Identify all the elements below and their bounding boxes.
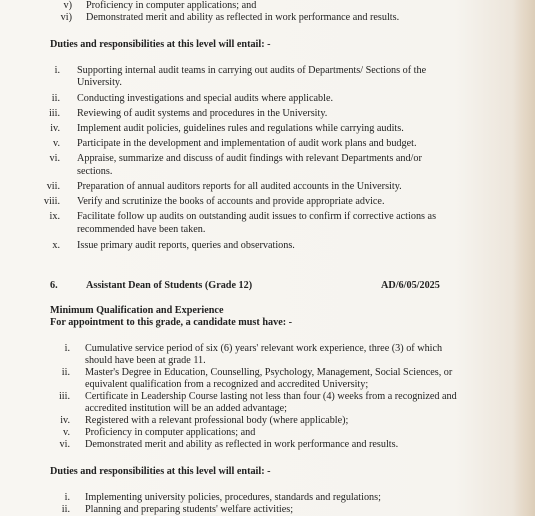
page-edge-shadow bbox=[513, 0, 535, 516]
list-item: Issue primary audit reports, queries and observations. bbox=[77, 240, 295, 251]
appointment-heading: For appointment to this grade, a candidate must have: - bbox=[50, 317, 293, 328]
list-item: Supporting internal audit teams in carrying out audits of Departments/ Sections of the bbox=[77, 65, 427, 76]
list-item-continuation: equivalent qualification from a recognized and accredited University; bbox=[85, 379, 369, 390]
qualification-heading: Minimum Qualification and Experience bbox=[50, 305, 224, 316]
duties-heading: Duties and responsibilities at this level will entail: - bbox=[50, 39, 271, 50]
list-number: iv. bbox=[50, 123, 60, 134]
list-item: Proficiency in computer applications; and bbox=[85, 427, 256, 438]
list-item: Conducting investigations and special audits where applicable. bbox=[77, 93, 334, 104]
list-item: Implement audit policies, guidelines rules and regulations while carrying audits. bbox=[77, 123, 404, 134]
list-item-continuation: recommended have been taken. bbox=[77, 224, 206, 235]
list-number: ix. bbox=[49, 211, 60, 222]
list-number: x. bbox=[52, 240, 60, 251]
list-number: vi) bbox=[60, 12, 72, 23]
section-number: 6. bbox=[50, 280, 58, 291]
list-item: Planning and preparing students' welfare activities; bbox=[85, 504, 294, 515]
list-number: vii. bbox=[46, 181, 60, 192]
list-number: v) bbox=[63, 0, 72, 11]
list-item: Proficiency in computer applications; and bbox=[86, 0, 257, 11]
list-number: iii. bbox=[48, 108, 60, 119]
list-item: Verify and scrutinize the books of accounts and provide appropriate advice. bbox=[77, 196, 385, 207]
list-item: Registered with a relevant professional body (where applicable); bbox=[85, 415, 349, 426]
list-item: Demonstrated merit and ability as reflected in work performance and results. bbox=[85, 439, 399, 450]
list-number: i. bbox=[64, 343, 70, 354]
list-number: vi. bbox=[49, 153, 60, 164]
list-item-continuation: University. bbox=[77, 77, 122, 88]
list-number: ii. bbox=[61, 504, 70, 515]
list-item: Certificate in Leadership Course lasting not less than four (4) weeks from a recognized and bbox=[85, 391, 457, 402]
list-number: iii. bbox=[58, 391, 70, 402]
list-number: ii. bbox=[51, 93, 60, 104]
list-item: Cumulative service period of six (6) years' relevant work experience, three (3) of which bbox=[85, 343, 443, 354]
list-item: Reviewing of audit systems and procedures in the University. bbox=[77, 108, 328, 119]
list-item-continuation: accredited institution will be an added advantage; bbox=[85, 403, 287, 414]
list-item-continuation: should have been at grade 11. bbox=[85, 355, 206, 366]
list-item: Participate in the development and implementation of audit work plans and budget. bbox=[77, 138, 417, 149]
list-number: i. bbox=[64, 492, 70, 503]
list-item: Implementing university policies, procedures, standards and regulations; bbox=[85, 492, 381, 503]
list-number: vi. bbox=[59, 439, 70, 450]
section-reference: AD/6/05/2025 bbox=[381, 280, 440, 291]
duties-heading: Duties and responsibilities at this level will entail: - bbox=[50, 466, 271, 477]
section-title: Assistant Dean of Students (Grade 12) bbox=[86, 280, 253, 291]
list-item-continuation: sections. bbox=[77, 166, 113, 177]
list-number: iv. bbox=[60, 415, 70, 426]
list-item: Appraise, summarize and discuss of audit findings with relevant Departments and/or bbox=[77, 153, 422, 164]
list-number: v. bbox=[53, 138, 60, 149]
list-number: ii. bbox=[61, 367, 70, 378]
list-item: Master's Degree in Education, Counselling, Psychology, Management, Social Sciences, or bbox=[85, 367, 453, 378]
list-number: viii. bbox=[43, 196, 60, 207]
list-number: v. bbox=[63, 427, 70, 438]
list-item: Demonstrated merit and ability as reflected in work performance and results. bbox=[86, 12, 400, 23]
list-number: i. bbox=[54, 65, 60, 76]
list-item: Facilitate follow up audits on outstanding audit issues to confirm if corrective actions as bbox=[77, 211, 437, 222]
list-item: Preparation of annual auditors reports for all audited accounts in the University. bbox=[77, 181, 402, 192]
